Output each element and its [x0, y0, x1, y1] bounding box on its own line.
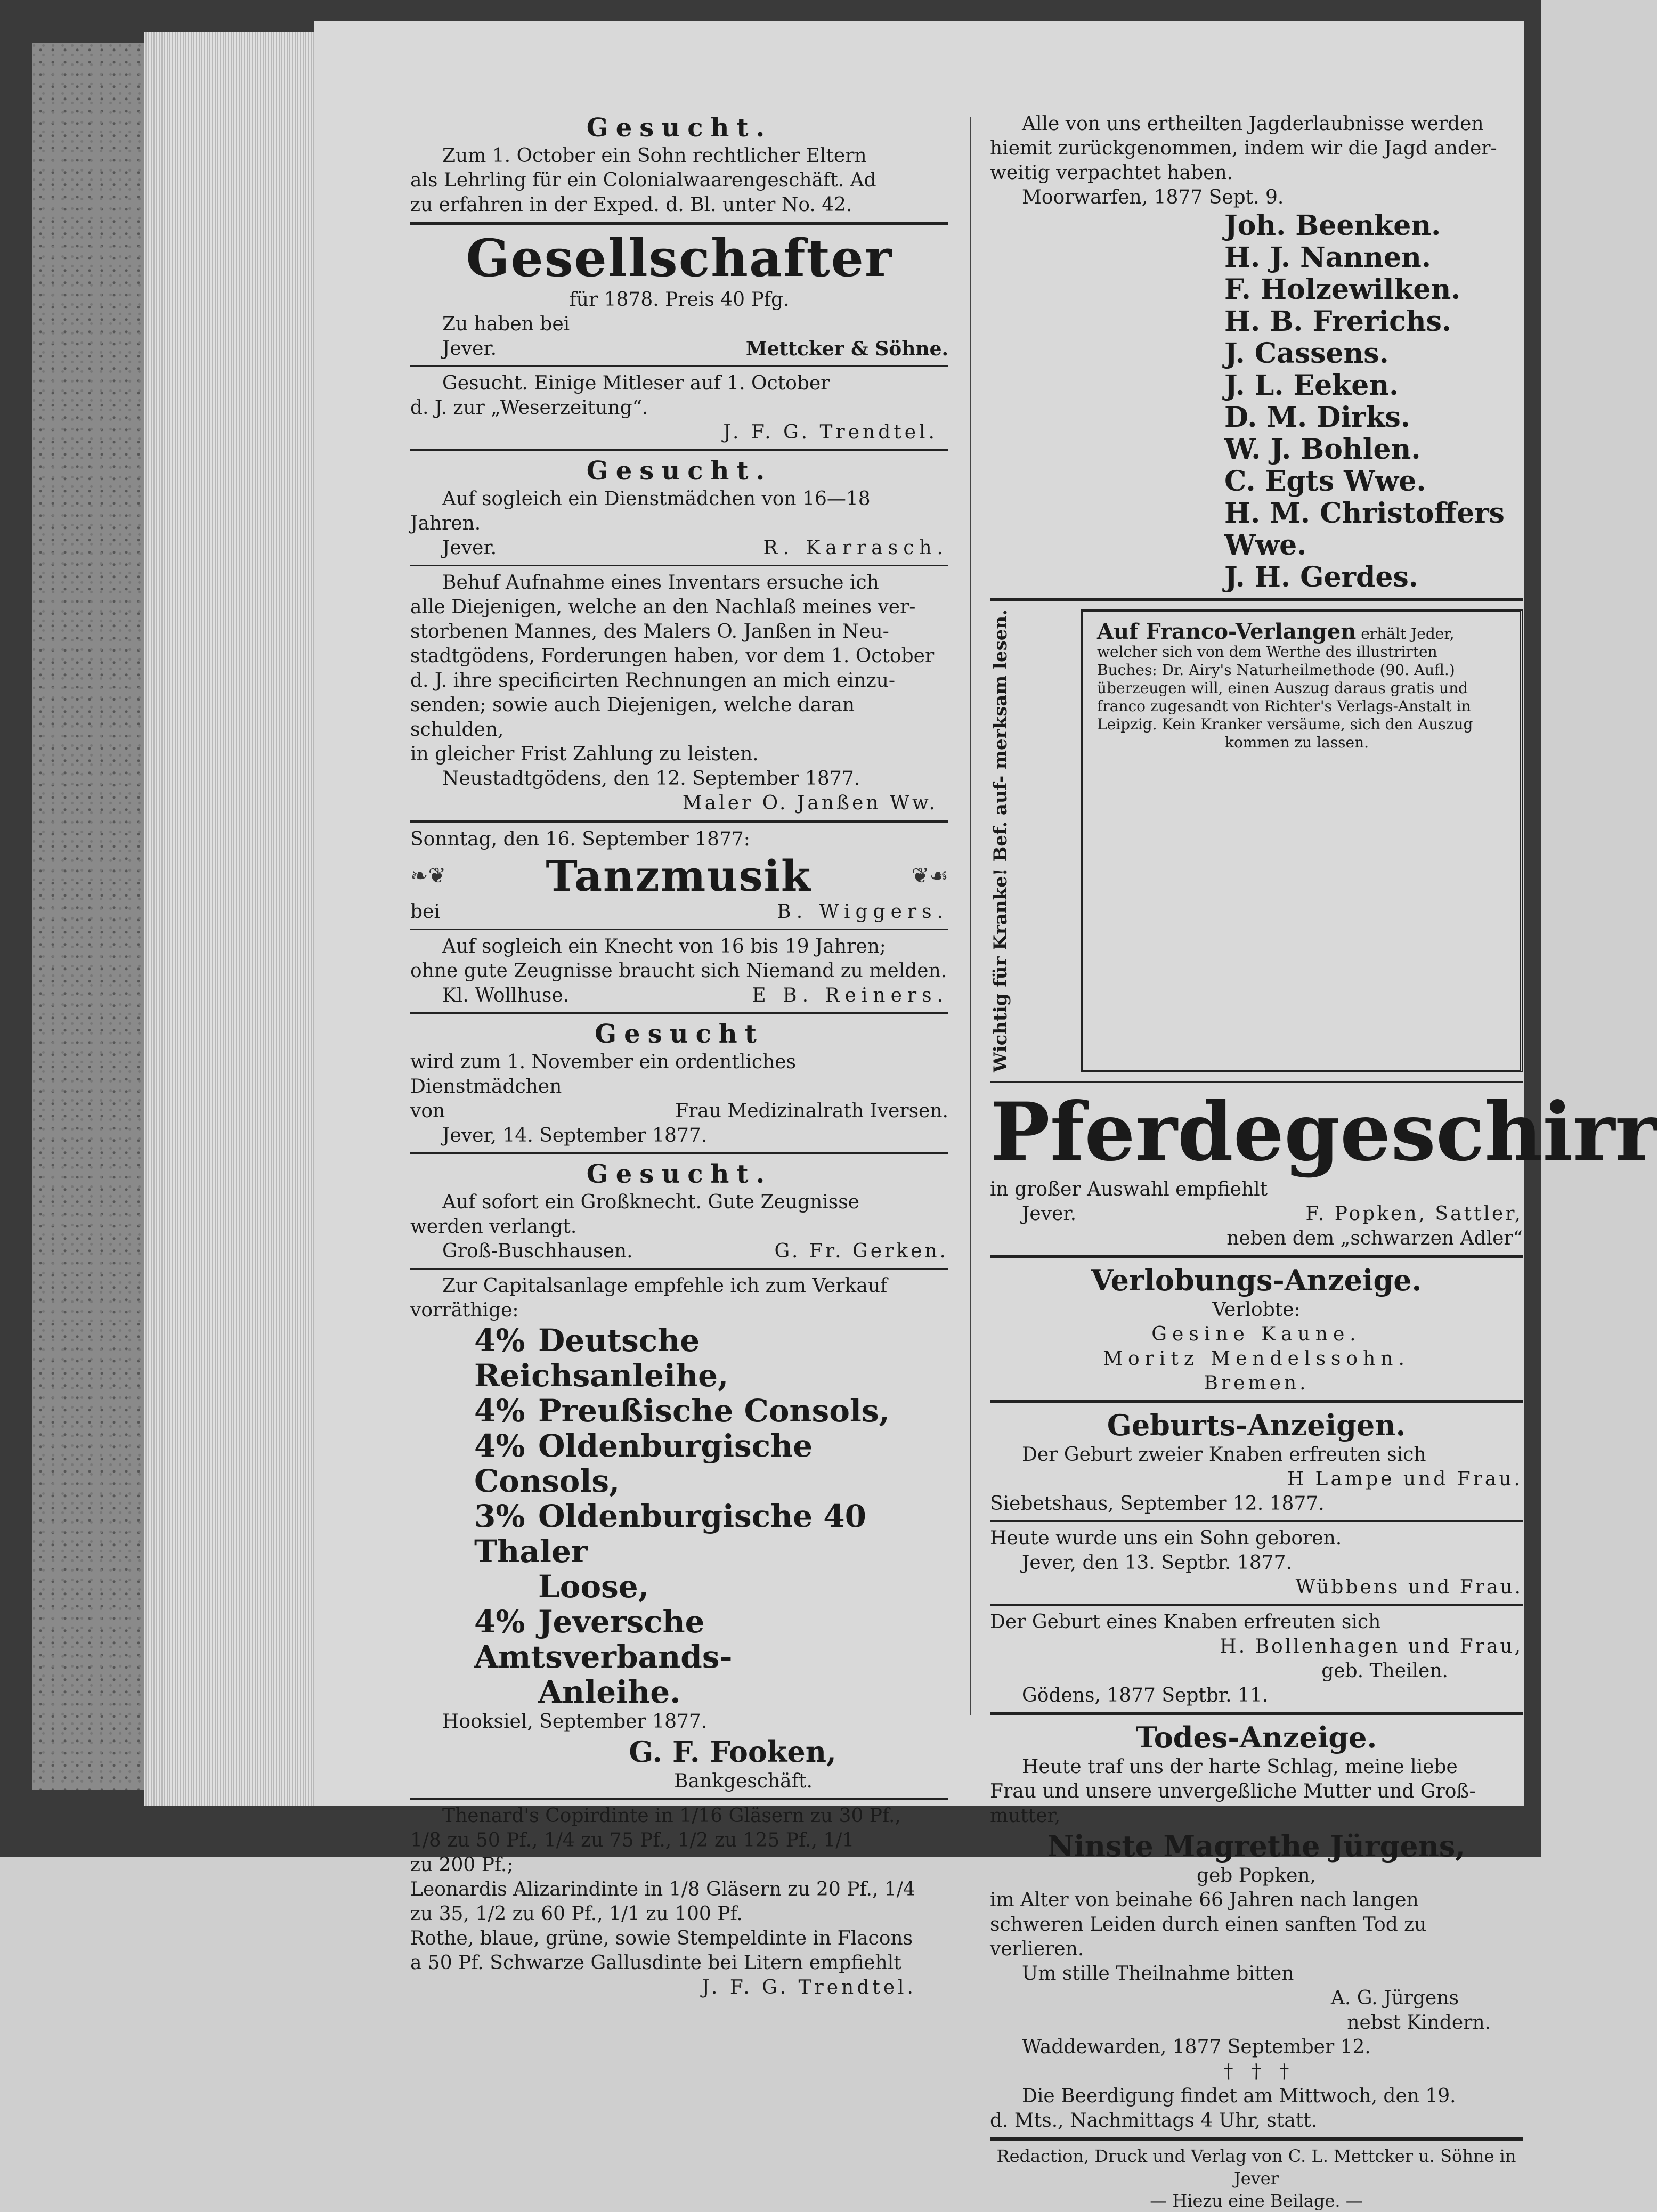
- ad-signer: E B. Reiners.: [752, 985, 948, 1006]
- divider: [410, 449, 948, 451]
- ad-text: Der Geburt zweier Knaben erfreuten sich: [1022, 1443, 1426, 1466]
- ad-text: Zum 1. October ein Sohn rechtlicher Eltern: [442, 145, 867, 167]
- ad-text: Auf sofort ein Großknecht. Gute Zeugnisse: [442, 1191, 860, 1213]
- ad-signer: J. F. G. Trendtel.: [702, 1977, 916, 1998]
- ad-heading: Gesucht.: [586, 113, 773, 143]
- ad-text: zu 35, 1/2 zu 60 Pf., 1/1 zu 100 Pf.: [410, 1903, 743, 1925]
- signer-name: J. Cassens.: [1224, 337, 1389, 370]
- ad-place: Jever.: [442, 338, 497, 360]
- ad-dateline: Jever, 14. September 1877.: [442, 1125, 708, 1146]
- ad-title: Gesellschafter: [466, 228, 893, 288]
- bond-item: [410, 1674, 948, 1710]
- ad-name: Moritz Mendelssohn.: [1103, 1347, 1410, 1370]
- ornament-right-icon: ❦☙: [911, 864, 948, 888]
- ad-signature-row: [990, 1202, 1523, 1226]
- divider: [990, 1081, 1523, 1083]
- notice-text: kommen zu lassen.: [1225, 734, 1369, 751]
- ad-todesanzeige: [990, 1720, 1523, 2133]
- ad-title: Geburts-Anzeigen.: [1107, 1408, 1406, 1442]
- ad-text-row: [410, 1099, 948, 1124]
- ad-text: zu 200 Pf.;: [410, 1854, 514, 1876]
- ad-text: stadtgödens, Forderungen haben, vor dem 1. October: [410, 645, 935, 667]
- ad-signer: Wübbens und Frau.: [1295, 1576, 1523, 1598]
- ad-title: Verlobungs-Anzeige.: [1091, 1263, 1422, 1297]
- bond-item: [410, 1604, 948, 1674]
- ad-text: Um stille Theilnahme bitten: [1022, 1962, 1294, 1985]
- ad-text: senden; sowie auch Diejenigen, welche daran schulden,: [410, 694, 855, 741]
- ad-text: d. J. ihre specificirten Rechnungen an mich einzu-: [410, 670, 896, 692]
- ad-seller: Mettcker & Söhne.: [745, 338, 948, 360]
- left-column: [410, 112, 948, 1998]
- divider: [410, 222, 948, 225]
- ad-firm: G. F. Fooken,: [629, 1735, 836, 1769]
- ad-title: Tanzmusik: [546, 851, 812, 901]
- ad-text: Leonardis Alizarindinte in 1/8 Gläsern zu 20 Pf., 1/4: [410, 1878, 915, 1900]
- ad-dinte: [410, 1804, 948, 2000]
- bond-rate: 4%: [474, 1604, 525, 1640]
- ad-dienstmaedchen: [410, 455, 948, 560]
- ad-signature-row: [410, 536, 948, 560]
- ornament-left-icon: ❧❦: [410, 864, 446, 888]
- ad-text: d. J. zur „Weserzeitung“.: [410, 397, 648, 419]
- book-cover-edge: [32, 43, 146, 1790]
- bond-item: [410, 1428, 948, 1499]
- divider: [990, 1520, 1523, 1522]
- newspaper-page: [314, 21, 1657, 2211]
- footer-imprint: Redaction, Druck und Verlag von C. L. Mettcker u. Söhne in Jever: [996, 2145, 1516, 2189]
- ad-text: vorräthige:: [410, 1299, 519, 1321]
- ad-text: in gleicher Frist Zahlung zu leisten.: [410, 743, 759, 765]
- ad-text: Verlobte:: [1212, 1298, 1301, 1321]
- ad-dateline: Moorwarfen, 1877 Sept. 9.: [1022, 186, 1284, 208]
- signer-name: J. L. Eeken.: [1224, 369, 1399, 402]
- divider: [410, 365, 948, 367]
- bond-rate: 4%: [474, 1393, 525, 1429]
- ad-place: bei: [410, 901, 440, 923]
- bond-item: [410, 1323, 948, 1393]
- divider: [410, 929, 948, 930]
- divider: [410, 820, 948, 823]
- ad-host: B. Wiggers.: [777, 901, 948, 923]
- ad-medizinalrath: [410, 1018, 948, 1148]
- ad-dateline: Jever, den 13. Septbr. 1877.: [1022, 1551, 1292, 1574]
- ad-text: Zu haben bei: [442, 313, 570, 335]
- ad-text: als Lehrling für ein Colonialwaarengeschäft. Ad: [410, 169, 876, 191]
- ad-signer: Frau Medizinalrath Iversen.: [675, 1100, 948, 1122]
- divider: [410, 1152, 948, 1154]
- bond-rate: 3%: [474, 1498, 525, 1534]
- signer-name: H. J. Nannen.: [1224, 241, 1431, 274]
- ad-geburt-bollenhagen: [990, 1610, 1523, 1708]
- ad-text: Auf sogleich ein Knecht von 16 bis 19 Jahren;: [442, 936, 886, 957]
- ad-dateline: Neustadtgödens, den 12. September 1877.: [442, 768, 860, 790]
- ad-text: Auf sogleich ein Dienstmädchen von 16—18: [442, 488, 871, 510]
- ad-place: Kl. Wollhuse.: [442, 985, 570, 1006]
- ad-place: Jever.: [1022, 1202, 1077, 1225]
- ad-geburt-wuebbens: [990, 1526, 1523, 1600]
- ad-signer: Maler O. Janßen Ww.: [682, 792, 938, 814]
- ad-text: Behuf Aufnahme eines Inventars ersuche ich: [442, 572, 879, 593]
- ad-text: Die Beerdigung findet am Mittwoch, den 19.: [1022, 2085, 1456, 2107]
- ad-jagderlaubnisse: [990, 112, 1523, 593]
- ad-text: Heute wurde uns ein Sohn geboren.: [990, 1527, 1342, 1549]
- ad-text: von: [410, 1100, 445, 1122]
- ad-text: 1/8 zu 50 Pf., 1/4 zu 75 Pf., 1/2 zu 125 Pf., 1/1: [410, 1829, 855, 1851]
- ad-gesellschafter: [410, 229, 948, 361]
- bond-item: [410, 1393, 948, 1428]
- divider: [990, 598, 1523, 601]
- ad-text: wird zum 1. November ein ordentliches Dienstmädchen: [410, 1051, 796, 1097]
- ad-inventar: [410, 571, 948, 816]
- ad-dateline: Waddewarden, 1877 September 12.: [1022, 2036, 1371, 2058]
- ad-firm-sub: Bankgeschäft.: [674, 1770, 813, 1792]
- notice-text: Buches: Dr. Airy's Naturheilmethode (90. Aufl.): [1097, 661, 1455, 679]
- ad-place: Groß-Buschhausen.: [442, 1240, 633, 1262]
- ad-text: Sonntag, den 16. September 1877:: [410, 828, 750, 850]
- divider: [990, 1400, 1523, 1403]
- ad-signature-row: [410, 983, 948, 1008]
- ad-grossknecht: [410, 1158, 948, 1264]
- bond-name: Anleihe.: [538, 1674, 681, 1710]
- ad-dateline: Siebetshaus, September 12. 1877.: [990, 1492, 1325, 1515]
- ad-heading: Gesucht: [595, 1019, 764, 1049]
- ad-text: storbenen Mannes, des Malers O. Janßen in Neu-: [410, 621, 889, 643]
- ad-text: Thenard's Copirdinte in 1/16 Gläsern zu 30 Pf.,: [442, 1805, 901, 1827]
- ad-geburt-lampe: [990, 1408, 1523, 1516]
- ad-signer: A. G. Jürgens: [1330, 1987, 1459, 2009]
- ad-signer-sub: nebst Kindern.: [1347, 2011, 1491, 2034]
- ad-verlobung: [990, 1263, 1523, 1396]
- signer-name: W. J. Bohlen.: [1224, 433, 1421, 466]
- ad-signer-sub: geb. Theilen.: [1321, 1660, 1448, 1682]
- column-divider: [970, 117, 971, 1715]
- divider: [990, 1604, 1523, 1606]
- ad-text: ohne gute Zeugnisse braucht sich Niemand zu melden.: [410, 960, 947, 982]
- ad-signature-row: [410, 1239, 948, 1264]
- ad-signer: G. Fr. Gerken.: [774, 1240, 948, 1262]
- ad-mitleser: [410, 371, 948, 445]
- divider: [410, 565, 948, 566]
- ad-text: Frau und unsere unvergeßliche Mutter und Groß-: [990, 1780, 1476, 1802]
- notice-text: Leipzig. Kein Kranker versäume, sich den Auszug: [1097, 715, 1473, 733]
- divider: [410, 1798, 948, 1800]
- divider: [990, 1255, 1523, 1258]
- ad-capitalsanlage: [410, 1274, 948, 1794]
- signer-name: H. B. Frerichs.: [1224, 305, 1451, 338]
- bond-rate: 4%: [474, 1322, 525, 1359]
- ad-text: alle Diejenigen, welche an den Nachlaß meines ver-: [410, 596, 916, 618]
- ad-place: Jever.: [442, 537, 497, 559]
- notice-naturheilmethode: [990, 609, 1523, 1072]
- divider: [990, 1712, 1523, 1715]
- ad-text: Der Geburt eines Knaben erfreuten sich: [990, 1611, 1381, 1633]
- ad-text: Heute traf uns der harte Schlag, meine liebe: [1022, 1755, 1458, 1778]
- ad-text: schweren Leiden durch einen sanften Tod zu verlieren.: [990, 1913, 1427, 1960]
- ad-signer: J. F. G. Trendtel.: [723, 421, 938, 443]
- ad-text: in großer Auswahl empfiehlt: [990, 1178, 1268, 1200]
- ad-pferdegeschirr: [990, 1085, 1657, 1251]
- right-column: [990, 112, 1657, 2211]
- ad-knecht: [410, 934, 948, 1008]
- signer-name: Joh. Beenken.: [1224, 209, 1441, 242]
- ad-name: Gesine Kaune.: [1151, 1323, 1361, 1345]
- ad-text: a 50 Pf. Schwarze Gallusdinte bei Litern empfiehlt: [410, 1952, 901, 1974]
- ad-text: zu erfahren in der Exped. d. Bl. unter No. 42.: [410, 194, 852, 216]
- signer-name: H. M. Christoffers Wwe.: [1224, 497, 1505, 562]
- bond-name: Oldenburgische Consols,: [474, 1428, 813, 1499]
- ad-title: Todes-Anzeige.: [1135, 1720, 1377, 1754]
- bond-item: [410, 1569, 948, 1604]
- ad-heading: Gesucht.: [586, 1159, 773, 1189]
- ad-signer: R. Karrasch.: [763, 537, 948, 559]
- ad-text: Gesucht. Einige Mitleser auf 1. October: [442, 372, 830, 394]
- ad-dateline: Hooksiel, September 1877.: [442, 1711, 708, 1733]
- ad-dateline: Gödens, 1877 Septbr. 11.: [1022, 1684, 1269, 1706]
- signer-name: F. Holzewilken.: [1224, 273, 1461, 306]
- divider: [410, 1012, 948, 1014]
- ad-text: im Alter von beinahe 66 Jahren nach langen: [990, 1889, 1419, 1911]
- ad-signer: H. Bollenhagen und Frau,: [1220, 1635, 1523, 1657]
- ad-signer: H Lampe und Frau.: [1287, 1468, 1523, 1490]
- ad-text: mutter,: [990, 1804, 1061, 1827]
- ad-text: geb Popken,: [1196, 1864, 1317, 1886]
- footer-supplement: — Hiezu eine Beilage. —: [1150, 2190, 1363, 2211]
- ad-text: Jahren.: [410, 513, 481, 534]
- notice-frame: [1081, 609, 1523, 1072]
- divider: [410, 1268, 948, 1270]
- deceased-name: Ninste Magrethe Jürgens,: [1047, 1828, 1466, 1863]
- signer-name: D. M. Dirks.: [1224, 401, 1410, 434]
- ad-text: werden verlangt.: [410, 1216, 577, 1238]
- ad-title-row: [410, 852, 948, 900]
- bond-name: Deutsche Reichsanleihe,: [474, 1322, 729, 1394]
- bond-name: Loose,: [538, 1568, 649, 1605]
- bond-item: [410, 1499, 948, 1569]
- ad-signature-row: [410, 900, 948, 924]
- ad-tanzmusik: [410, 827, 948, 924]
- cross-icon: † † †: [1223, 2060, 1289, 2083]
- signer-name: J. H. Gerdes.: [1224, 561, 1418, 593]
- notice-side-text: Wichtig für Kranke! Bef. auf- merksam lesen.: [990, 609, 1011, 1072]
- page-footer: [990, 2145, 1523, 2212]
- ad-text: Zur Capitalsanlage empfehle ich zum Verkauf: [442, 1275, 888, 1297]
- page-edges: [144, 32, 314, 1806]
- ad-text: Alle von uns ertheilten Jagderlaubnisse werden: [1022, 113, 1484, 135]
- notice-text: erhält Jeder,: [1361, 625, 1455, 643]
- notice-text: franco zugesandt von Richter's Verlags-Anstalt in: [1097, 697, 1471, 715]
- ad-text: Rothe, blaue, grüne, sowie Stempeldinte in Flacons: [410, 1928, 913, 1949]
- divider: [990, 2137, 1523, 2141]
- ad-gesucht-lehrling: [410, 112, 948, 217]
- notice-text: überzeugen will, einen Auszug daraus gratis und: [1097, 679, 1468, 697]
- bond-rate: 4%: [474, 1428, 525, 1464]
- ad-text: für 1878. Preis 40 Pfg.: [569, 289, 790, 311]
- ad-signature-row: [410, 337, 948, 361]
- ad-text: d. Mts., Nachmittags 4 Uhr, statt.: [990, 2109, 1318, 2132]
- bond-name: Jeversche Amtsverbands-: [474, 1604, 733, 1675]
- ad-text: weitig verpachtet haben.: [990, 162, 1233, 184]
- bond-name: Preußische Consols,: [538, 1393, 890, 1429]
- ad-seller: F. Popken, Sattler,: [1305, 1202, 1523, 1225]
- ad-heading: Gesucht.: [586, 456, 773, 486]
- ad-place: Bremen.: [1204, 1372, 1309, 1394]
- bond-name: Oldenburgische 40 Thaler: [474, 1498, 866, 1569]
- signer-name: C. Egts Wwe.: [1224, 465, 1426, 498]
- ad-seller-sub: neben dem „schwarzen Adler“: [1226, 1227, 1523, 1249]
- notice-text: welcher sich von dem Werthe des illustrirten: [1097, 643, 1437, 661]
- ad-text: hiemit zurückgenommen, indem wir die Jagd ander-: [990, 137, 1497, 159]
- ad-title: Pferdegeschirr: [990, 1085, 1657, 1179]
- notice-heading: Auf Franco-Verlangen: [1097, 619, 1357, 644]
